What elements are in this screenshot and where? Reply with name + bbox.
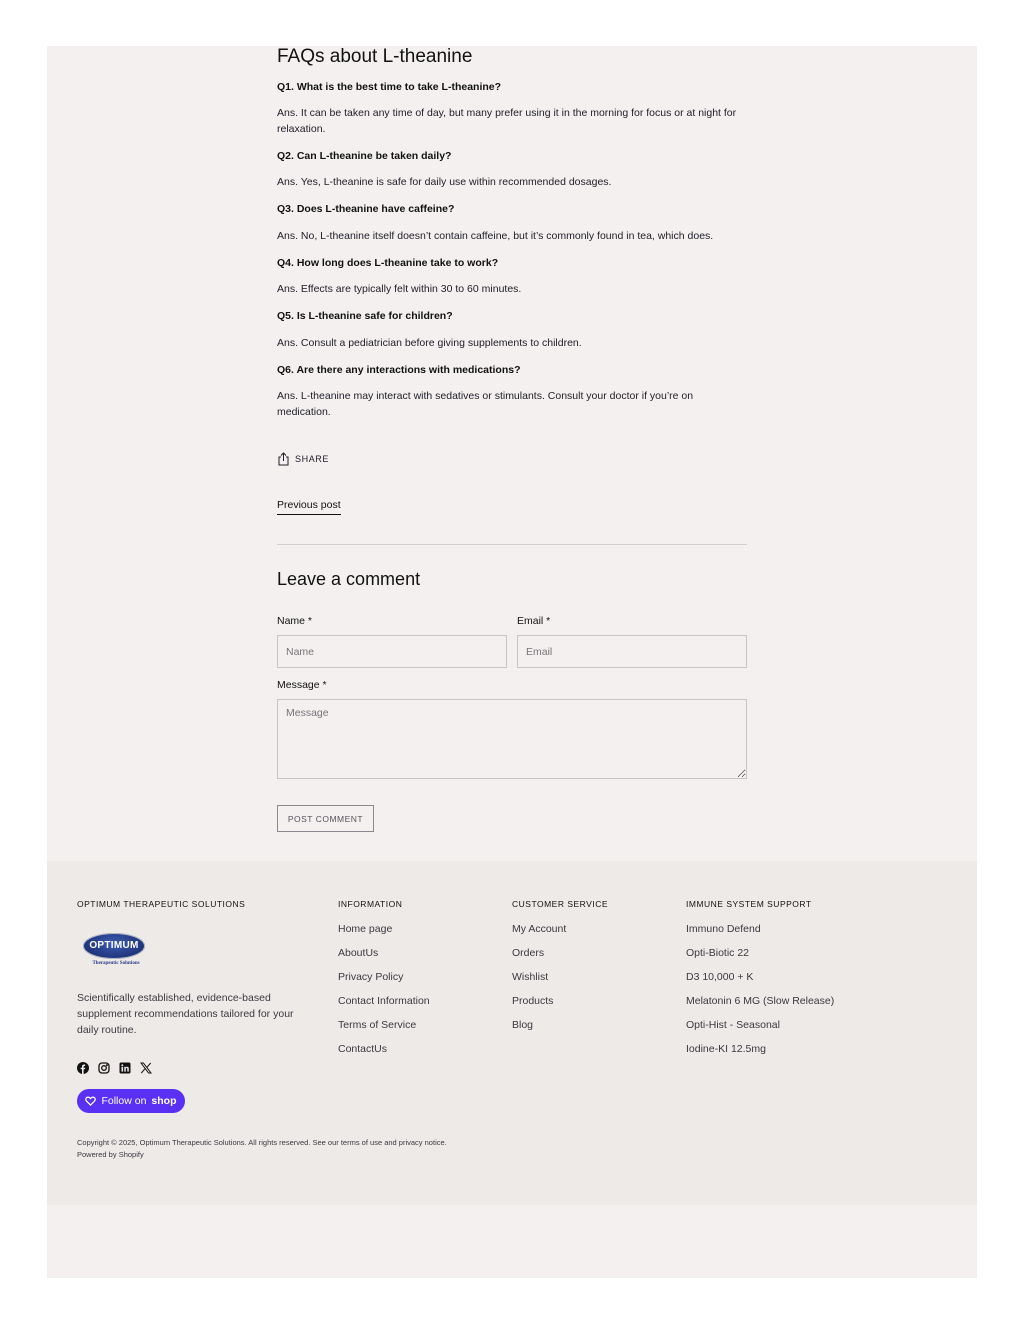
message-textarea[interactable] bbox=[277, 699, 747, 779]
post-comment-button[interactable]: POST COMMENT bbox=[277, 805, 374, 832]
footer-link-wishlist[interactable]: Wishlist bbox=[512, 971, 549, 983]
powered-by-link[interactable]: Powered by Shopify bbox=[77, 1150, 144, 1159]
faq-answer: Ans. Consult a pediatrician before giving supplements to children. bbox=[277, 337, 582, 349]
faq-question: Q5. Is L-theanine safe for children? bbox=[277, 310, 453, 322]
footer-customer-service-title: CUSTOMER SERVICE bbox=[512, 899, 609, 909]
faq-question: Q6. Are there any interactions with medications? bbox=[277, 364, 521, 376]
email-input[interactable] bbox=[517, 635, 747, 668]
message-label: Message * bbox=[277, 679, 327, 691]
x-icon[interactable] bbox=[140, 1062, 152, 1074]
facebook-icon[interactable] bbox=[77, 1062, 89, 1074]
faq-question: Q2. Can L-theanine be taken daily? bbox=[277, 150, 452, 162]
logo-mark: OPTIMUM bbox=[83, 933, 145, 959]
follow-on-shop-button[interactable] bbox=[77, 1089, 185, 1113]
email-label: Email * bbox=[517, 615, 551, 627]
footer-link-opti-biotic[interactable]: Opti-Biotic 22 bbox=[686, 947, 750, 959]
footer-link-terms-of-service[interactable]: Terms of Service bbox=[338, 1019, 417, 1031]
footer-link-about-us[interactable]: AboutUs bbox=[338, 947, 379, 959]
footer-link-blog[interactable]: Blog bbox=[512, 1019, 534, 1031]
footer-link-contact-information[interactable]: Contact Information bbox=[338, 995, 430, 1007]
previous-post-link[interactable]: Previous post bbox=[277, 499, 341, 515]
faq-title: FAQs about L-theanine bbox=[277, 46, 473, 67]
follow-label: Follow on bbox=[101, 1095, 147, 1107]
divider bbox=[277, 544, 747, 545]
brand-logo[interactable] bbox=[83, 933, 147, 971]
footer-link-d3[interactable]: D3 10,000 + K bbox=[686, 971, 754, 983]
instagram-icon[interactable] bbox=[98, 1062, 110, 1074]
name-label: Name * bbox=[277, 615, 313, 627]
faq-question: Q3. Does L-theanine have caffeine? bbox=[277, 203, 455, 215]
footer-link-my-account[interactable]: My Account bbox=[512, 923, 567, 935]
faq-question: Q4. How long does L-theanine take to work? bbox=[277, 257, 499, 269]
footer-link-privacy-policy[interactable]: Privacy Policy bbox=[338, 971, 404, 983]
faq-answer: Ans. Yes, L-theanine is safe for daily use within recommended dosages. bbox=[277, 176, 612, 188]
linkedin-icon[interactable] bbox=[119, 1062, 131, 1074]
faq-answer: Ans. No, L-theanine itself doesn’t contain caffeine, but it’s commonly found in tea, which does. bbox=[277, 230, 714, 242]
footer-link-melatonin[interactable]: Melatonin 6 MG (Slow Release) bbox=[686, 995, 835, 1007]
faq-answer: Ans. Effects are typically felt within 30 to 60 minutes. bbox=[277, 283, 522, 295]
footer-link-immuno-defend[interactable]: Immuno Defend bbox=[686, 923, 761, 935]
social-links bbox=[77, 1062, 152, 1074]
faq-question: Q1. What is the best time to take L-theanine? bbox=[277, 81, 502, 93]
page-container bbox=[47, 46, 977, 1278]
share-label: SHARE bbox=[295, 454, 330, 464]
footer-link-contact-us[interactable]: ContactUs bbox=[338, 1043, 388, 1055]
share-button[interactable] bbox=[277, 452, 329, 466]
share-icon bbox=[277, 452, 290, 466]
footer-link-home-page[interactable]: Home page bbox=[338, 923, 393, 935]
logo-subtext: Therapeutic Solutions bbox=[92, 961, 140, 966]
comment-form-title: Leave a comment bbox=[277, 569, 421, 589]
heart-icon bbox=[85, 1096, 96, 1106]
footer-link-iodine[interactable]: Iodine-KI 12.5mg bbox=[686, 1043, 766, 1055]
copyright-block bbox=[77, 1137, 447, 1161]
footer-link-orders[interactable]: Orders bbox=[512, 947, 545, 959]
brand-tagline: Scientifically established, evidence-based supplement recommendations tailored for your daily routine. bbox=[77, 992, 294, 1036]
footer-link-opti-hist[interactable]: Opti-Hist - Seasonal bbox=[686, 1019, 780, 1031]
faq-answer: Ans. It can be taken any time of day, but many prefer using it in the morning for focus or at night for relaxation. bbox=[277, 107, 737, 135]
footer-immune-support-title: IMMUNE SYSTEM SUPPORT bbox=[686, 899, 812, 909]
footer-link-products[interactable]: Products bbox=[512, 995, 554, 1007]
shop-wordmark: shop bbox=[151, 1095, 177, 1107]
name-input[interactable] bbox=[277, 635, 507, 668]
site-footer bbox=[47, 861, 977, 1205]
faq-answer: Ans. L-theanine may interact with sedatives or stimulants. Consult your doctor if you’re on medication. bbox=[277, 390, 694, 418]
footer-information-title: INFORMATION bbox=[338, 899, 403, 909]
footer-brand-title: OPTIMUM THERAPEUTIC SOLUTIONS bbox=[77, 899, 246, 909]
copyright-text: Copyright © 2025, Optimum Therapeutic Solutions. All rights reserved. See our terms of use and privacy notice. bbox=[77, 1138, 447, 1147]
